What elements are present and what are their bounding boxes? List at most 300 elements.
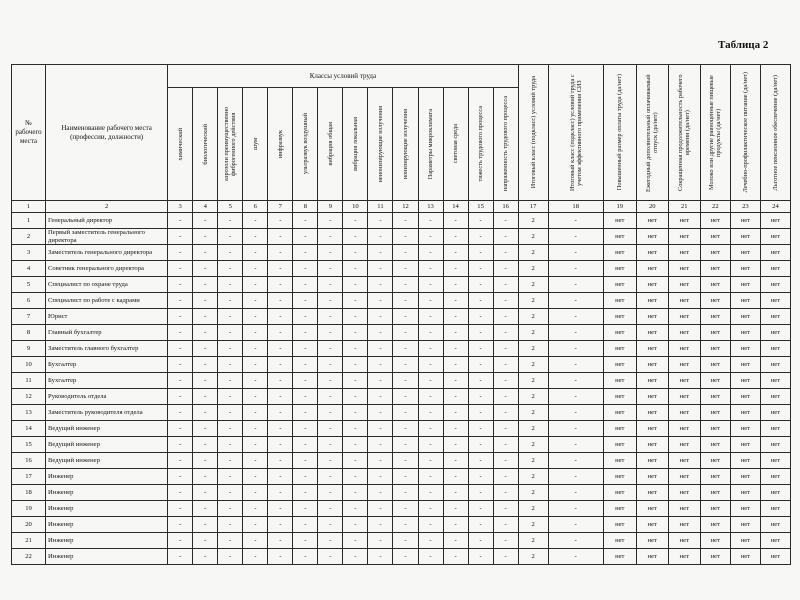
- factor-class-cell: -: [168, 389, 193, 405]
- factor-class-cell: -: [168, 357, 193, 373]
- benefit-cell: нет: [636, 421, 668, 437]
- factor-class-cell: -: [343, 373, 368, 389]
- header-factor-text: Параметры микроклимата: [427, 108, 435, 180]
- benefit-cell: нет: [636, 549, 668, 565]
- factor-class-cell: -: [418, 261, 443, 277]
- factor-class-cell: -: [343, 501, 368, 517]
- factor-class-cell: -: [343, 277, 368, 293]
- column-number: 17: [518, 201, 548, 213]
- benefit-cell: нет: [700, 437, 730, 453]
- benefit-cell: нет: [760, 517, 790, 533]
- benefit-cell: нет: [668, 245, 700, 261]
- benefit-cell: нет: [730, 293, 760, 309]
- factor-class-cell: -: [168, 469, 193, 485]
- factor-class-cell: -: [318, 533, 343, 549]
- final-class-siz-cell: -: [548, 245, 603, 261]
- benefit-cell: нет: [730, 533, 760, 549]
- workplace-name-cell: Бухгалтер: [46, 357, 168, 373]
- factor-class-cell: -: [393, 389, 418, 405]
- factor-class-cell: -: [443, 341, 468, 357]
- factor-class-cell: -: [318, 437, 343, 453]
- factor-class-cell: -: [168, 325, 193, 341]
- final-class-cell: 2: [518, 325, 548, 341]
- benefit-cell: нет: [636, 501, 668, 517]
- benefit-cell: нет: [700, 485, 730, 501]
- benefit-cell: нет: [603, 501, 636, 517]
- factor-class-cell: -: [343, 245, 368, 261]
- factor-class-cell: -: [493, 437, 518, 453]
- benefit-cell: нет: [636, 389, 668, 405]
- factor-class-cell: -: [318, 373, 343, 389]
- table-row: [12, 213, 791, 229]
- factor-class-cell: -: [393, 405, 418, 421]
- factor-class-cell: -: [218, 533, 243, 549]
- benefit-cell: нет: [700, 549, 730, 565]
- factor-class-cell: -: [418, 533, 443, 549]
- factor-class-cell: -: [293, 341, 318, 357]
- factor-class-cell: -: [443, 357, 468, 373]
- factor-class-cell: -: [168, 517, 193, 533]
- workplace-name-cell: Ведущий инженер: [46, 421, 168, 437]
- factor-class-cell: -: [368, 405, 393, 421]
- factor-class-cell: -: [318, 357, 343, 373]
- factor-class-cell: -: [443, 325, 468, 341]
- row-number-cell: 13: [12, 405, 46, 421]
- benefit-cell: нет: [668, 389, 700, 405]
- factor-class-cell: -: [268, 341, 293, 357]
- factor-class-cell: -: [168, 277, 193, 293]
- factor-class-cell: -: [393, 213, 418, 229]
- header-factor: [243, 88, 268, 201]
- final-class-cell: 2: [518, 309, 548, 325]
- header-factor-text: неионизирующие излучения: [376, 105, 384, 183]
- factor-class-cell: -: [443, 485, 468, 501]
- benefit-cell: нет: [730, 357, 760, 373]
- factor-class-cell: -: [293, 501, 318, 517]
- final-class-siz-cell: -: [548, 485, 603, 501]
- factor-class-cell: -: [193, 533, 218, 549]
- header-factor: [393, 88, 418, 201]
- row-number-cell: 22: [12, 549, 46, 565]
- benefit-cell: нет: [700, 421, 730, 437]
- factor-class-cell: -: [443, 437, 468, 453]
- benefit-cell: нет: [700, 277, 730, 293]
- benefit-cell: нет: [636, 357, 668, 373]
- factor-class-cell: -: [418, 405, 443, 421]
- benefit-cell: нет: [603, 405, 636, 421]
- factor-class-cell: -: [343, 405, 368, 421]
- factor-class-cell: -: [168, 245, 193, 261]
- factor-class-cell: -: [293, 437, 318, 453]
- factor-class-cell: -: [218, 405, 243, 421]
- benefit-cell: нет: [760, 469, 790, 485]
- factor-class-cell: -: [493, 549, 518, 565]
- column-number: 5: [218, 201, 243, 213]
- benefit-cell: нет: [700, 533, 730, 549]
- factor-class-cell: -: [493, 485, 518, 501]
- factor-class-cell: -: [293, 421, 318, 437]
- factor-class-cell: -: [443, 293, 468, 309]
- header-factor: [293, 88, 318, 201]
- benefit-cell: нет: [668, 341, 700, 357]
- final-class-siz-cell: -: [548, 373, 603, 389]
- factor-class-cell: -: [418, 309, 443, 325]
- factor-class-cell: -: [443, 229, 468, 245]
- factor-class-cell: -: [193, 405, 218, 421]
- workplace-name-cell: Ведущий инженер: [46, 453, 168, 469]
- factor-class-cell: -: [243, 325, 268, 341]
- header-final-class-text: Итоговый класс (подкласс) условий труда: [529, 76, 537, 189]
- benefit-cell: нет: [760, 309, 790, 325]
- row-number-cell: 2: [12, 229, 46, 245]
- factor-class-cell: -: [493, 245, 518, 261]
- row-number-cell: 6: [12, 293, 46, 309]
- factor-class-cell: -: [368, 309, 393, 325]
- factor-class-cell: -: [468, 309, 493, 325]
- benefit-cell: нет: [730, 373, 760, 389]
- factor-class-cell: -: [343, 229, 368, 245]
- column-number: 21: [668, 201, 700, 213]
- benefit-cell: нет: [700, 309, 730, 325]
- benefit-cell: нет: [636, 485, 668, 501]
- factor-class-cell: -: [243, 485, 268, 501]
- factor-class-cell: -: [418, 341, 443, 357]
- factor-class-cell: -: [243, 405, 268, 421]
- benefit-cell: нет: [760, 277, 790, 293]
- benefit-cell: нет: [730, 277, 760, 293]
- factor-class-cell: -: [468, 453, 493, 469]
- factor-class-cell: -: [268, 357, 293, 373]
- factor-class-cell: -: [243, 213, 268, 229]
- column-number: 10: [343, 201, 368, 213]
- benefit-cell: нет: [730, 517, 760, 533]
- header-factor-text: ионизирующие излучения: [401, 108, 409, 180]
- header-benefit-text: Льготное пенсионное обеспечение (да/нет): [771, 74, 779, 191]
- benefit-cell: нет: [603, 453, 636, 469]
- factor-class-cell: -: [193, 213, 218, 229]
- factor-class-cell: -: [293, 293, 318, 309]
- factor-class-cell: -: [268, 293, 293, 309]
- header-final-class-siz: [548, 65, 603, 201]
- benefit-cell: нет: [668, 261, 700, 277]
- factor-class-cell: -: [268, 485, 293, 501]
- final-class-cell: 2: [518, 453, 548, 469]
- benefit-cell: нет: [603, 485, 636, 501]
- header-factor-text: световая среда: [452, 124, 460, 164]
- benefit-cell: нет: [668, 437, 700, 453]
- factor-class-cell: -: [343, 341, 368, 357]
- factor-class-cell: -: [368, 437, 393, 453]
- factor-class-cell: -: [493, 261, 518, 277]
- benefit-cell: нет: [730, 389, 760, 405]
- table-caption: Таблица 2: [718, 39, 769, 51]
- row-number-cell: 5: [12, 277, 46, 293]
- final-class-cell: 2: [518, 245, 548, 261]
- working-conditions-table: [11, 64, 791, 565]
- final-class-siz-cell: -: [548, 293, 603, 309]
- factor-class-cell: -: [268, 517, 293, 533]
- factor-class-cell: -: [418, 549, 443, 565]
- benefit-cell: нет: [760, 453, 790, 469]
- factor-class-cell: -: [218, 341, 243, 357]
- factor-class-cell: -: [268, 533, 293, 549]
- factor-class-cell: -: [243, 245, 268, 261]
- benefit-cell: нет: [603, 245, 636, 261]
- factor-class-cell: -: [443, 517, 468, 533]
- factor-class-cell: -: [268, 245, 293, 261]
- factor-class-cell: -: [243, 309, 268, 325]
- factor-class-cell: -: [343, 261, 368, 277]
- header-benefit-text: Лечебно-профилактическое питание (да/нет): [741, 72, 749, 193]
- factor-class-cell: -: [468, 293, 493, 309]
- factor-class-cell: -: [468, 357, 493, 373]
- factor-class-cell: -: [393, 261, 418, 277]
- column-number: 3: [168, 201, 193, 213]
- factor-class-cell: -: [218, 325, 243, 341]
- table-row: [12, 277, 791, 293]
- factor-class-cell: -: [493, 293, 518, 309]
- benefit-cell: нет: [636, 469, 668, 485]
- row-number-cell: 18: [12, 485, 46, 501]
- factor-class-cell: -: [368, 373, 393, 389]
- benefit-cell: нет: [668, 213, 700, 229]
- factor-class-cell: -: [393, 277, 418, 293]
- factor-class-cell: -: [343, 357, 368, 373]
- factor-class-cell: -: [368, 501, 393, 517]
- factor-class-cell: -: [318, 485, 343, 501]
- header-benefit-nutrition: [730, 65, 760, 201]
- benefit-cell: нет: [668, 453, 700, 469]
- final-class-cell: 2: [518, 469, 548, 485]
- factor-class-cell: -: [293, 309, 318, 325]
- factor-class-cell: -: [443, 389, 468, 405]
- row-number-cell: 16: [12, 453, 46, 469]
- benefit-cell: нет: [636, 325, 668, 341]
- benefit-cell: нет: [668, 533, 700, 549]
- factor-class-cell: -: [393, 229, 418, 245]
- factor-class-cell: -: [368, 517, 393, 533]
- benefit-cell: нет: [760, 533, 790, 549]
- benefit-cell: нет: [760, 357, 790, 373]
- benefit-cell: нет: [636, 373, 668, 389]
- benefit-cell: нет: [760, 437, 790, 453]
- benefit-cell: нет: [636, 453, 668, 469]
- table-row: [12, 549, 791, 565]
- column-number: 18: [548, 201, 603, 213]
- factor-class-cell: -: [343, 517, 368, 533]
- workplace-name-cell: Инженер: [46, 469, 168, 485]
- factor-class-cell: -: [243, 229, 268, 245]
- column-number: 24: [760, 201, 790, 213]
- benefit-cell: нет: [668, 549, 700, 565]
- factor-class-cell: -: [268, 325, 293, 341]
- factor-class-cell: -: [168, 261, 193, 277]
- benefit-cell: нет: [730, 229, 760, 245]
- benefit-cell: нет: [636, 533, 668, 549]
- factor-class-cell: -: [193, 501, 218, 517]
- factor-class-cell: -: [368, 485, 393, 501]
- factor-class-cell: -: [393, 517, 418, 533]
- factor-class-cell: -: [368, 549, 393, 565]
- benefit-cell: нет: [603, 341, 636, 357]
- factor-class-cell: -: [468, 389, 493, 405]
- factor-class-cell: -: [293, 533, 318, 549]
- factor-class-cell: -: [443, 373, 468, 389]
- factor-class-cell: -: [418, 517, 443, 533]
- table-row: [12, 437, 791, 453]
- benefit-cell: нет: [730, 405, 760, 421]
- factor-class-cell: -: [168, 533, 193, 549]
- factor-class-cell: -: [368, 389, 393, 405]
- factor-class-cell: -: [393, 293, 418, 309]
- factor-class-cell: -: [493, 325, 518, 341]
- final-class-siz-cell: -: [548, 309, 603, 325]
- benefit-cell: нет: [668, 421, 700, 437]
- factor-class-cell: -: [268, 421, 293, 437]
- workplace-name-cell: Инженер: [46, 485, 168, 501]
- workplace-name-cell: Инженер: [46, 501, 168, 517]
- factor-class-cell: -: [293, 549, 318, 565]
- column-number: 2: [46, 201, 168, 213]
- benefit-cell: нет: [700, 261, 730, 277]
- factor-class-cell: -: [218, 421, 243, 437]
- benefit-cell: нет: [636, 437, 668, 453]
- benefit-cell: нет: [700, 453, 730, 469]
- factor-class-cell: -: [443, 405, 468, 421]
- factor-class-cell: -: [243, 341, 268, 357]
- factor-class-cell: -: [193, 517, 218, 533]
- benefit-cell: нет: [636, 261, 668, 277]
- factor-class-cell: -: [418, 325, 443, 341]
- factor-class-cell: -: [193, 229, 218, 245]
- factor-class-cell: -: [168, 229, 193, 245]
- factor-class-cell: -: [168, 213, 193, 229]
- factor-class-cell: -: [393, 453, 418, 469]
- table-row: [12, 357, 791, 373]
- benefit-cell: нет: [760, 373, 790, 389]
- final-class-cell: 2: [518, 293, 548, 309]
- factor-class-cell: -: [243, 421, 268, 437]
- header-benefit-pay: [603, 65, 636, 201]
- header-benefit-milk: [700, 65, 730, 201]
- factor-class-cell: -: [368, 245, 393, 261]
- row-number-cell: 20: [12, 517, 46, 533]
- table-row: [12, 325, 791, 341]
- benefit-cell: нет: [636, 277, 668, 293]
- row-number-cell: 1: [12, 213, 46, 229]
- factor-class-cell: -: [318, 405, 343, 421]
- factor-class-cell: -: [418, 437, 443, 453]
- factor-class-cell: -: [318, 549, 343, 565]
- header-benefit-text: Сокращенная продолжительность рабочего времени (да/нет): [677, 74, 692, 191]
- workplace-name-cell: Советник генерального директора: [46, 261, 168, 277]
- table-row: [12, 309, 791, 325]
- final-class-siz-cell: -: [548, 421, 603, 437]
- factor-class-cell: -: [343, 325, 368, 341]
- factor-class-cell: -: [193, 357, 218, 373]
- factor-class-cell: -: [343, 389, 368, 405]
- final-class-siz-cell: -: [548, 325, 603, 341]
- workplace-name-cell: Специалист по охране труда: [46, 277, 168, 293]
- factor-class-cell: -: [468, 245, 493, 261]
- factor-class-cell: -: [493, 213, 518, 229]
- header-benefit-text: Молоко или другие равноценные пищевые продукты (да/нет): [708, 75, 723, 190]
- benefit-cell: нет: [668, 325, 700, 341]
- benefit-cell: нет: [700, 389, 730, 405]
- factor-class-cell: -: [218, 373, 243, 389]
- factor-class-cell: -: [368, 325, 393, 341]
- table-row: [12, 453, 791, 469]
- factor-class-cell: -: [318, 325, 343, 341]
- benefit-cell: нет: [603, 421, 636, 437]
- factor-class-cell: -: [218, 245, 243, 261]
- factor-class-cell: -: [493, 389, 518, 405]
- benefit-cell: нет: [760, 229, 790, 245]
- header-benefit-vacation: [636, 65, 668, 201]
- benefit-cell: нет: [603, 261, 636, 277]
- benefit-cell: нет: [668, 309, 700, 325]
- factor-class-cell: -: [193, 421, 218, 437]
- factor-class-cell: -: [243, 469, 268, 485]
- row-number-cell: 12: [12, 389, 46, 405]
- table-row: [12, 261, 791, 277]
- factor-class-cell: -: [293, 405, 318, 421]
- factor-class-cell: -: [268, 389, 293, 405]
- factor-class-cell: -: [468, 549, 493, 565]
- final-class-siz-cell: -: [548, 261, 603, 277]
- factor-class-cell: -: [368, 357, 393, 373]
- column-number: 9: [318, 201, 343, 213]
- header-benefit-text: Повышенный размер оплаты труда (да/нет): [616, 74, 624, 191]
- factor-class-cell: -: [243, 357, 268, 373]
- row-number-cell: 15: [12, 437, 46, 453]
- benefit-cell: нет: [603, 277, 636, 293]
- factor-class-cell: -: [443, 453, 468, 469]
- benefit-cell: нет: [636, 309, 668, 325]
- benefit-cell: нет: [603, 373, 636, 389]
- row-number-cell: 17: [12, 469, 46, 485]
- factor-class-cell: -: [318, 453, 343, 469]
- benefit-cell: нет: [668, 501, 700, 517]
- factor-class-cell: -: [218, 357, 243, 373]
- factor-class-cell: -: [418, 469, 443, 485]
- factor-class-cell: -: [393, 309, 418, 325]
- header-benefit-hours: [668, 65, 700, 201]
- benefit-cell: нет: [603, 357, 636, 373]
- workplace-name-cell: Специалист по работе с кадрами: [46, 293, 168, 309]
- factor-class-cell: -: [318, 501, 343, 517]
- factor-class-cell: -: [393, 437, 418, 453]
- benefit-cell: нет: [730, 549, 760, 565]
- factor-class-cell: -: [318, 469, 343, 485]
- workplace-name-cell: Юрист: [46, 309, 168, 325]
- factor-class-cell: -: [318, 261, 343, 277]
- factor-class-cell: -: [493, 357, 518, 373]
- final-class-siz-cell: -: [548, 229, 603, 245]
- benefit-cell: нет: [730, 245, 760, 261]
- factor-class-cell: -: [493, 373, 518, 389]
- header-factor-text: ультразвук воздушный: [301, 113, 309, 175]
- benefit-cell: нет: [636, 405, 668, 421]
- column-number: 14: [443, 201, 468, 213]
- factor-class-cell: -: [168, 437, 193, 453]
- benefit-cell: нет: [636, 293, 668, 309]
- header-conditions-group: Классы условий труда: [168, 65, 518, 88]
- factor-class-cell: -: [218, 229, 243, 245]
- benefit-cell: нет: [636, 229, 668, 245]
- factor-class-cell: -: [318, 517, 343, 533]
- final-class-siz-cell: -: [548, 437, 603, 453]
